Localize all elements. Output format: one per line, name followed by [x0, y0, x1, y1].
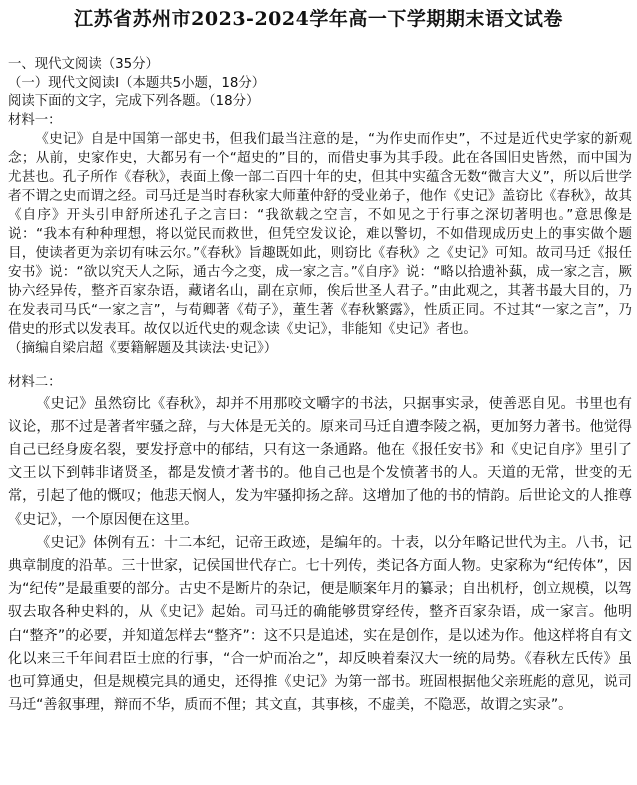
instruction-text: 阅读下面的文字，完成下列各题。（18分） — [8, 94, 260, 109]
material-two-paragraph-2: 《史记》体例有五：十二本纪，记帝王政迹，是编年的。十表，以分年略记世代为主。八书，记典章制度的沿革。三十世家，记侯国世代存亡。七十列传，类记各方面人物。史家称为“纪传体”，因为“纪传”是最重要的部分。古史不是断片的杂记，便是顺案年月的纂录；自出机杼，创立规模，以驾驭去取各种史料的，从《史记》起始。司马迁的确能够贯穿经传，整齐百家杂语，成一家言。他明白“整齐”的必要，并知道怎样去“整齐”：这不只是追述，实在是创作，是以述为作。他这样将自有文化以来三千年间君臣士庶的行事，“合一炉而冶之”，却反映着秦汉大一统的局势。《春秋左氏传》虽也可算通史，但是规模完具的通史，还得推《史记》为第一部书。班固根据他父亲班彪的意见，说司马迁“善叙事理，辩而不华，质而不俚；其文直，其事核，不虚美，不隐恶，故谓之实录”。 — [8, 534, 632, 714]
material-two-paragraph-1: 《史记》虽然窃比《春秋》，却并不用那咬文嚼字的书法，只据事实录，使善恶自见。书里也有议论，那不过是著者牢骚之辞，与大体是无关的。原来司马迁自遭李陵之祸，更加努力著书。他觉得自己已经身废名裂，要发抒意中的郁结，只有这一条通路。他在《报任安书》和《史记自序》里引了文王以下到韩非诸贤圣，都是发愤才著书的。他自己也是个发愤著书的人。天道的无常，世变的无常，引起了他的慨叹；他悲天悯人，发为牢骚抑扬之辞。这增加了他的书的情韵。后世论文的人推尊《史记》，一个原因便在这里。 — [8, 395, 632, 528]
section-spacer — [8, 358, 632, 374]
subsection-heading: （一）现代文阅读Ⅰ（本题共5小题，18分） — [8, 75, 266, 91]
material-one-label: 材料一： — [8, 112, 62, 128]
document-title: 江苏省苏州市2023-2024学年高一下学期期末语文试卷 — [74, 8, 563, 30]
material-two — [8, 374, 632, 717]
material-two-label: 材料二： — [8, 375, 62, 390]
material-one-source: （摘编自梁启超《要籍解题及其读法·史记》） — [8, 340, 278, 356]
document-body — [8, 56, 632, 717]
material-one-text: 《史记》自是中国第一部史书，但我们最当注意的是，“为作史而作史”，不过是近代史学家的新观念；从前，史家作史，大都另有一个“超史的”目的，而借史事为其手段。此在各国旧史皆然，而中国为尤甚也。孔子所作《春秋》，表面上像一部二百四十年的史，但其中实蕴含无数“微言大义”，所以后世学者不谓之史而谓之经。司马迁是当时春秋家大师董仲舒的受业弟子，他作《史记》盖窃比《春秋》，故其《自序》开头引申舒所述孔子之言曰：“我欲载之空言，不如见之于行事之深切著明也。”意思像是说：“我本有种种理想，将以觉民而救世，但凭空发议论，难以警切，不如借现成历史上的事实做个题目，使读者更为亲切有味云尔。”《春秋》旨趣既如此，则窃比《春秋》之《史记》可知。故司马迁《报任安书》说：“欲以究天人之际，通古今之变，成一家之言。”《自序》说：“略以拾遗补蓺，成一家之言，厥协六经异传，整齐百家杂语，藏诸名山，副在京师，俟后世圣人君子。”由此观之，其著书最大目的，乃在发表司马氏“一家之言”，与荀卿著《荀子》，董生著《春秋繁露》，性质正同。不过其“一家之言”，乃借史的形式以发表耳。故仅以近代史的观念读《史记》，非能知《史记》者也。 — [8, 131, 632, 337]
section-heading: 一、现代文阅读（35分） — [8, 57, 159, 72]
